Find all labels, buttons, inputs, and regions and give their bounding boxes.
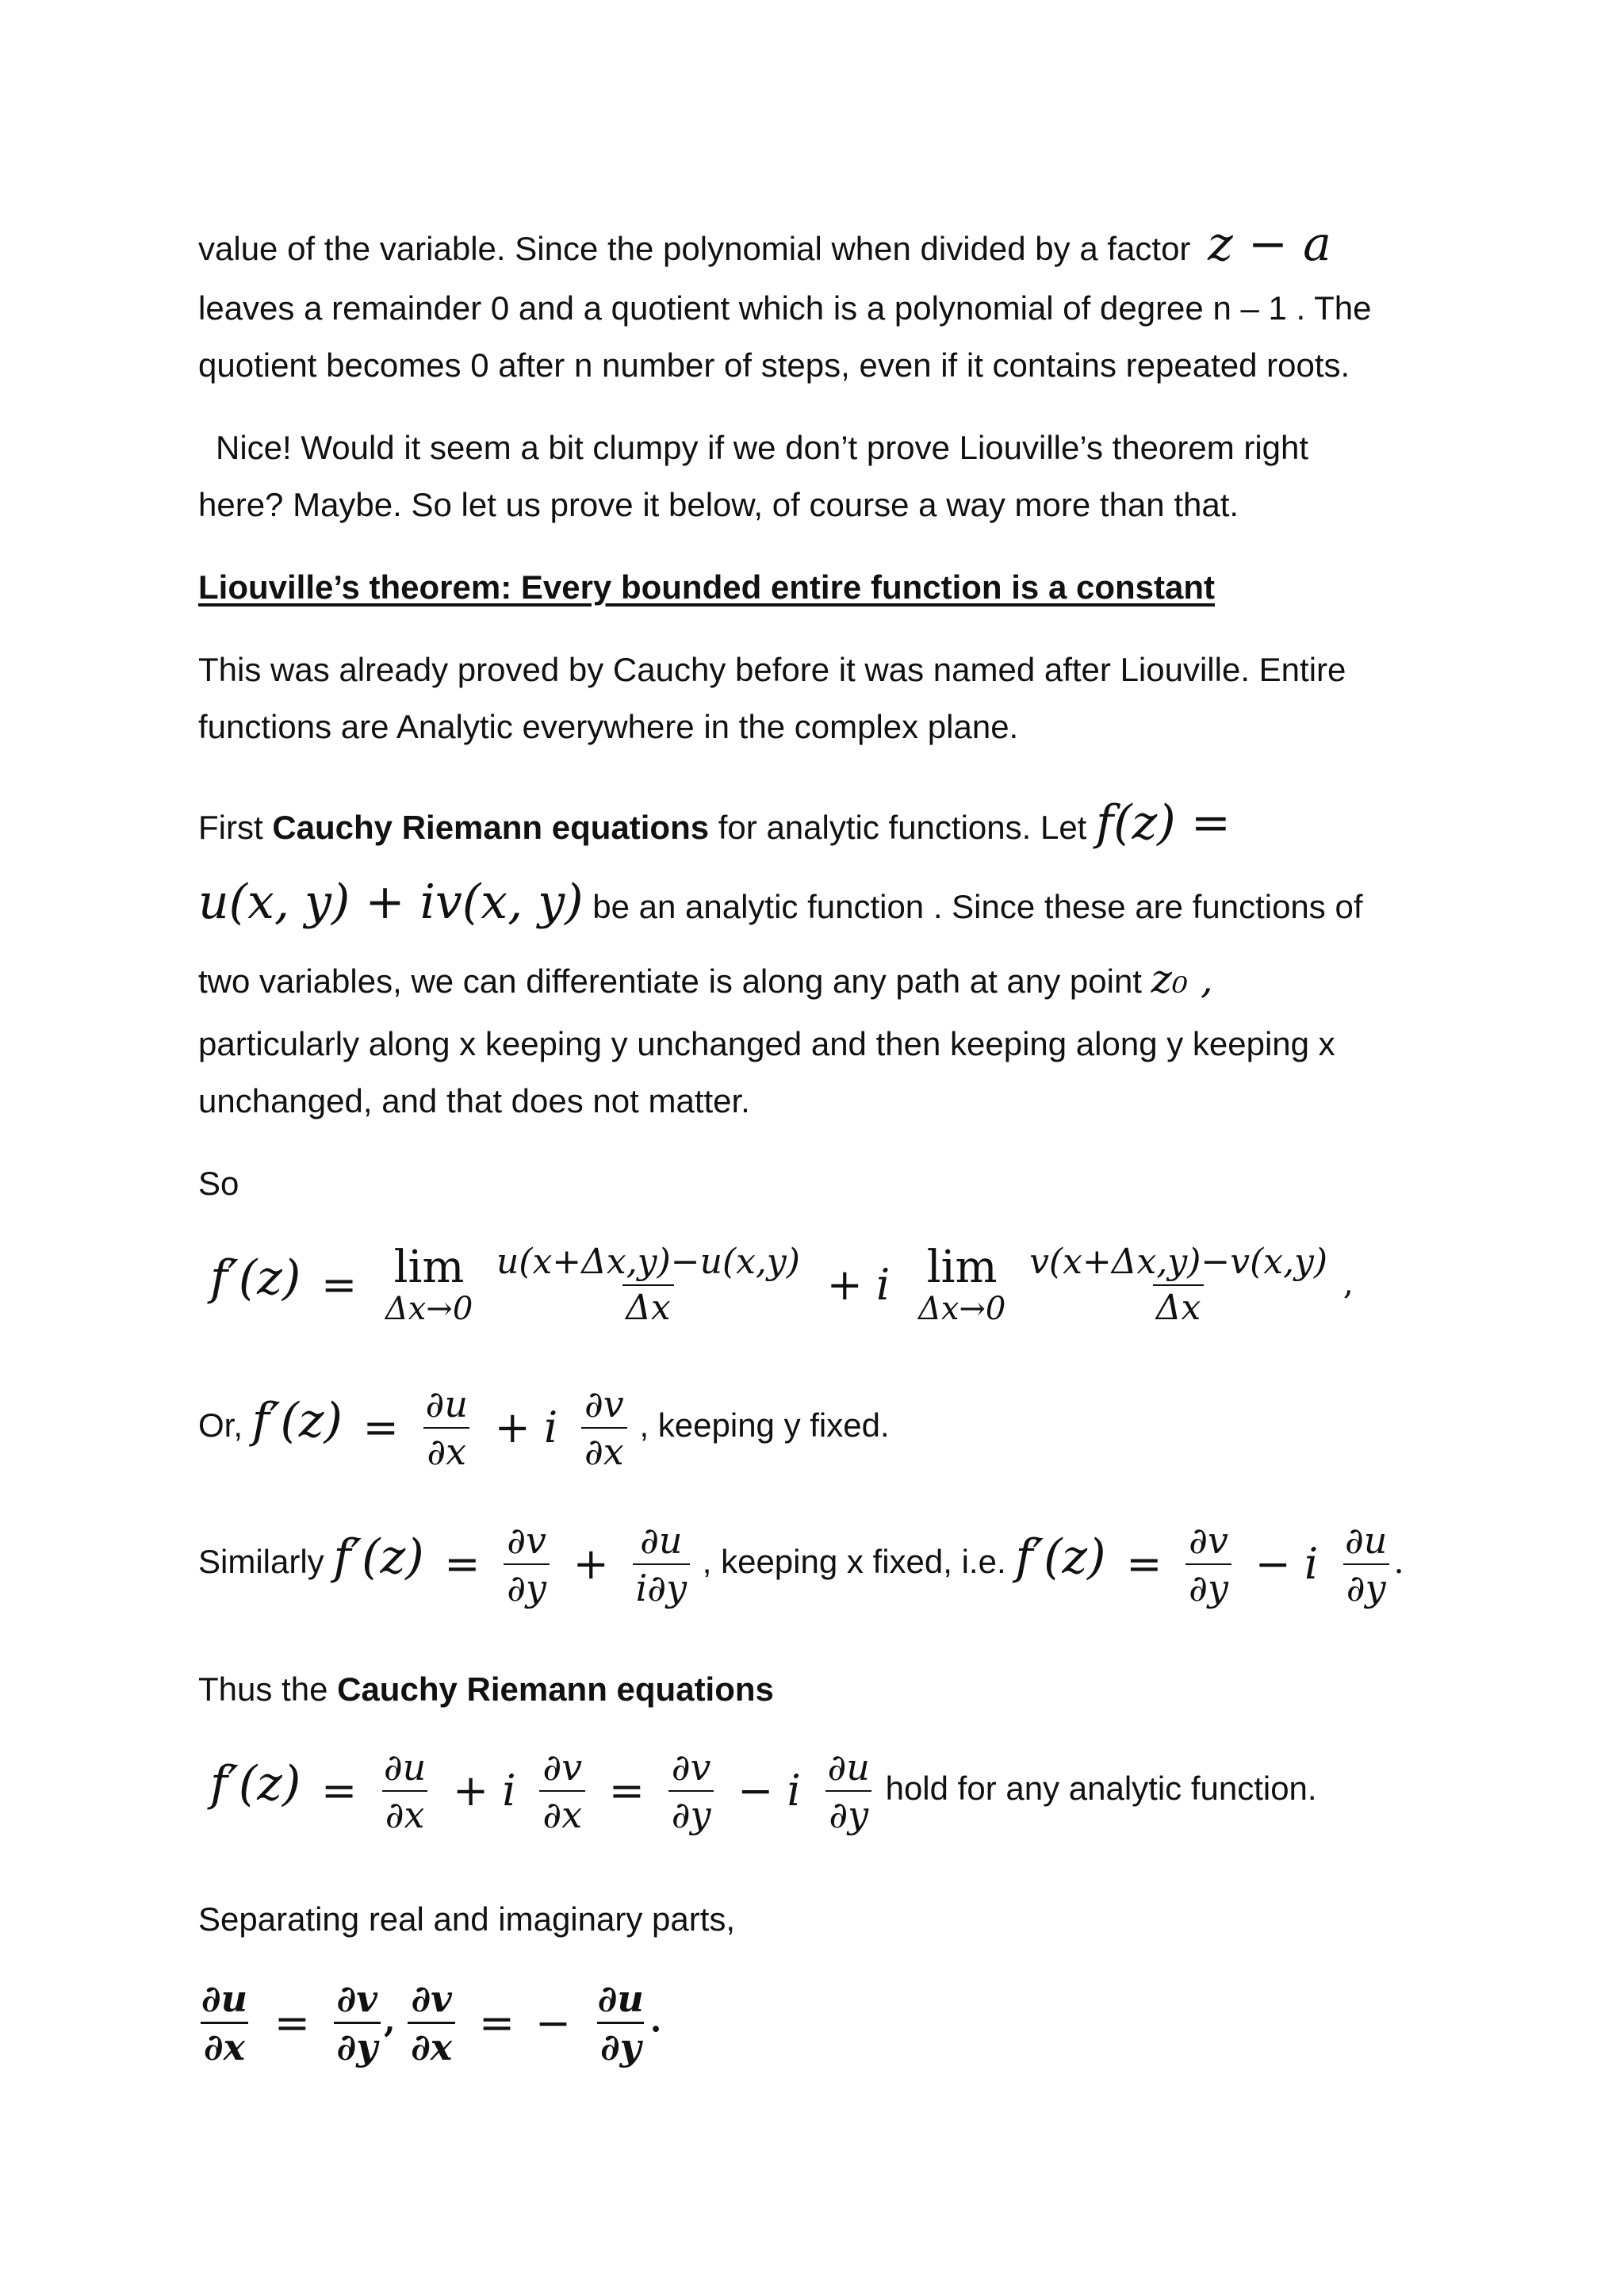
thus-line: Thus the Cauchy Riemann equations (198, 1670, 774, 1708)
separating-line: Separating real and imaginary parts, (198, 1900, 736, 1938)
para3-line2: functions are Analytic everywhere in the complex plane. (198, 708, 1019, 745)
so-label: So (198, 1165, 239, 1202)
para1-line2: leaves a remainder 0 and a quotient which is a polynomial of degree n – 1 . The (198, 289, 1372, 327)
equation-cauchy-riemann: f′(z) = $\frac{\partial u}{\partial x}$ + i $\frac{\partial v}{\partial x}$ = $\frac{\partial v}{\partial y}$ − i $\frac{\partial u}{\partial y}$ hold for any analytic function. (210, 1746, 1317, 1836)
para3-line1: This was already proved by Cauchy before it was named after Liouville. Entire (198, 651, 1346, 688)
equation-real-imag: $\frac{\partial u}{\partial x}$ = $\frac{\partial v}{\partial y}$ , $\frac{\partial v}{\partial x}$ = − $\frac{\partial u}{\partial y}$ . (201, 1977, 662, 2068)
math-f-of-z: f(z) = (1096, 795, 1231, 851)
math-z-minus-a: z − a (1208, 216, 1331, 272)
equation-keeping-x-fixed: Similarly f′(z) = $\frac{\partial v}{\partial y}$ + $\frac{\partial u}{i\partial y}$ , keeping x fixed, i.e. f′(z) = $\frac{\partial v}{\partial y}$ − i $\frac{\partial u}{\partial y}$ . (198, 1519, 1404, 1609)
equation-keeping-y-fixed: Or, f′(z) = $\frac{\partial u}{\partial x}$ + i $\frac{\partial v}{\partial x}$ , keeping y fixed. (198, 1383, 890, 1473)
math-z0: z₀ , (1151, 956, 1213, 1002)
para4-line5: unchanged, and that does not matter. (198, 1082, 750, 1119)
para4-line4: particularly along x keeping y unchanged and then keeping along y keeping x (198, 1025, 1335, 1062)
para2-line2: here? Maybe. So let us prove it below, of course a way more than that. (198, 486, 1239, 523)
para4-line2: u(x, y) + iv(x, y) be an analytic function . Since these are functions of (198, 874, 1363, 930)
para1-line3: quotient becomes 0 after n number of steps, even if it contains repeated roots. (198, 346, 1350, 384)
para1-line1: value of the variable. Since the polynomial when divided by a factor z − a (198, 216, 1331, 272)
para2-line1: Nice! Would it seem a bit clumpy if we don’t prove Liouville’s theorem right (216, 429, 1309, 466)
para4-line1: First Cauchy Riemann equations for analytic functions. Let f(z) = (198, 795, 1231, 851)
para4-line3: two variables, we can differentiate is along any path at any point z₀ , (198, 956, 1213, 1002)
equation-limit: f′(z) = lim Δx→0 $\frac{u(x+\Delta x,y)-u(x,y)}{\Delta x}$ + i lim Δx→0 $\frac{v(x+\Delta x,y)-v(x,y)}{\Delta x}$ , (210, 1242, 1354, 1328)
section-heading: Liouville’s theorem: Every bounded entire function is a constant (198, 568, 1215, 606)
math-u-plus-iv: u(x, y) + iv(x, y) (198, 874, 584, 930)
